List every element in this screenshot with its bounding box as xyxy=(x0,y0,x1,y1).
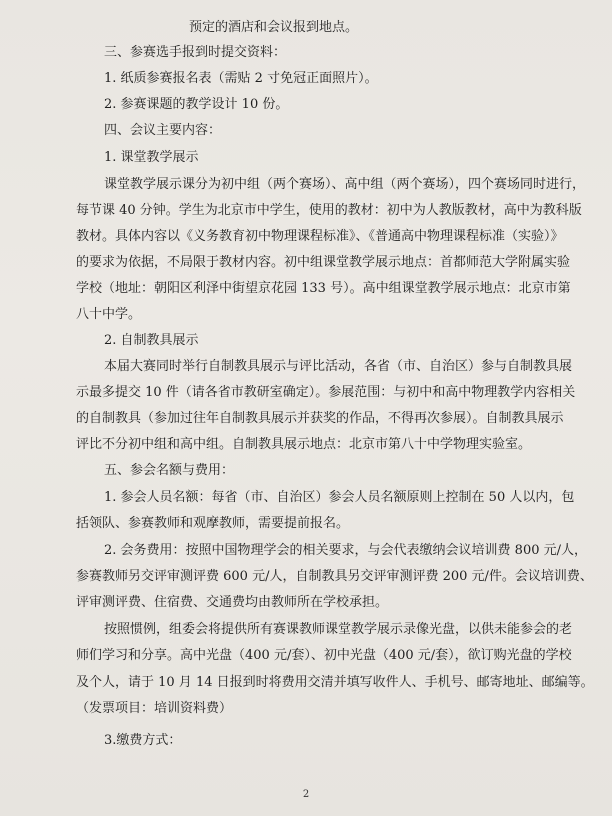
section-heading-4: 四、会议主要内容： xyxy=(104,123,222,138)
text-line-14: 本届大赛同时举行自制教具展示与评比活动，各省（市、自治区）参与自制教具展 xyxy=(104,359,573,374)
text-line-15: 示最多提交 10 件（请各省市教研室确定）。参展范围：与初中和高中物理教学内容相关 xyxy=(76,385,576,400)
text-line-21: 2. 会务费用：按照中国物理学会的相关要求，与会代表缴纳会议培训费 800 元/人， xyxy=(104,543,587,558)
text-line-25: 师们学习和分享。高中光盘（400 元/套）、初中光盘（400 元/套），欲订购光盘的学校 xyxy=(76,648,572,663)
subsection-heading-2: 2. 自制教具展示 xyxy=(104,333,199,348)
text-line-10: 的要求为依据，不局限于教材内容。初中组课堂教学展示地点：首都师范大学附属实验 xyxy=(76,255,571,270)
text-line-23: 评审测评费、住宿费、交通费均由教师所在学校承担。 xyxy=(76,595,389,610)
text-line-24: 按照惯例，组委会将提供所有赛课教师课堂教学展示录像光盘，以供未能参会的老 xyxy=(104,622,573,637)
text-line-20: 括领队、参赛教师和观摩教师，需要提前报名。 xyxy=(76,516,350,531)
text-line-27: （发票项目：培训资料费） xyxy=(76,701,233,716)
text-line-9: 教材。具体内容以《义务教育初中物理课程标准》、《普通高中物理课程标准（实验）》 xyxy=(76,229,564,244)
text-line-3: 1. 纸质参赛报名表（需贴 2 寸免冠正面照片）。 xyxy=(104,71,378,86)
text-line-17: 评比不分初中组和高中组。自制教具展示地点：北京市第八十中学物理实验室。 xyxy=(76,437,532,452)
text-line-1: 预定的酒店和会议报到地点。 xyxy=(189,20,359,35)
page-number: 2 xyxy=(302,789,310,800)
text-line-4: 2. 参赛课题的教学设计 10 份。 xyxy=(104,97,289,112)
text-line-11: 学校（地址：朝阳区利泽中街望京花园 133 号）。高中组课堂教学展示地点：北京市第 xyxy=(76,281,571,296)
subsection-heading-3: 3.缴费方式： xyxy=(104,733,182,748)
text-line-12: 八十中学。 xyxy=(76,307,142,322)
text-line-16: 的自制教具（参加过往年自制教具展示并获奖的作品，不得再次参展）。自制教具展示 xyxy=(76,411,564,426)
text-line-22: 参赛教师另交评审测评费 600 元/人，自制教具另交评审测评费 200 元/件。会议培训费、 xyxy=(76,569,593,584)
text-line-19: 1. 参会人员名额：每省（市、自治区）参会人员名额原则上控制在 50 人以内，包 xyxy=(104,490,575,505)
text-line-7: 课堂教学展示课分为初中组（两个赛场）、高中组（两个赛场），四个赛场同时进行， xyxy=(104,177,586,192)
subsection-heading-1: 1. 课堂教学展示 xyxy=(104,150,199,165)
section-heading-3: 三、参赛选手报到时提交资料： xyxy=(104,45,287,60)
section-heading-5: 五、参会名额与费用： xyxy=(104,463,235,478)
text-line-8: 每节课 40 分钟。学生为北京市中学生，使用的教材：初中为人教版教材，高中为教科版 xyxy=(76,203,582,218)
text-line-26: 及个人，请于 10 月 14 日报到时将费用交清并填写收件人、手机号、邮寄地址、邮编等。 xyxy=(76,675,594,690)
